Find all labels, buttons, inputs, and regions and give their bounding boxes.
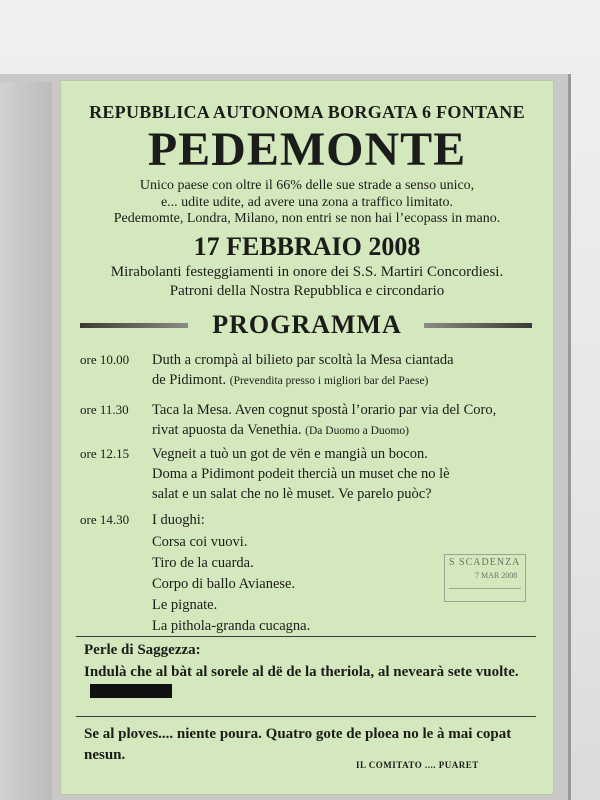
expiry-stamp xyxy=(444,554,526,602)
event-line-text: de Pidimont. xyxy=(152,372,227,388)
stamp-date: 7 MAR 2008 xyxy=(475,571,518,580)
programma-title: PROGRAMMA xyxy=(212,310,402,339)
stamp-label: S SCADENZA xyxy=(449,557,521,568)
event-line: salat e un salat che no lè muset. Ve parelo puòc? xyxy=(152,486,432,502)
event-line xyxy=(152,370,544,391)
event-desc xyxy=(152,350,544,391)
event-time: ore 10.00 xyxy=(80,352,130,367)
event-line: I duoghi: xyxy=(152,512,205,528)
frame-edge xyxy=(0,82,52,800)
programma-row xyxy=(60,310,554,340)
list-item: Tiro de la cuarda. xyxy=(152,555,254,571)
event-desc xyxy=(152,510,544,530)
perle-text xyxy=(84,662,534,702)
perle-body: Indulà che al bàt al sorele al dë de la theriola, al nevearà sete vuolte. xyxy=(84,664,519,680)
event-line xyxy=(152,420,544,441)
republic-heading: REPUBBLICA AUTONOMA BORGATA 6 FONTANE xyxy=(89,102,525,122)
poster-title: PEDEMONTE xyxy=(147,123,467,176)
subtitle-line-2: e... udite udite, ad avere una zona a traffico limitato. xyxy=(160,195,454,210)
event-note: (Prevendita presso i migliori bar del Paese) xyxy=(229,375,429,387)
list-item: Corpo di ballo Avianese. xyxy=(152,576,296,592)
redaction-bar xyxy=(90,684,172,698)
list-item: Le pignate. xyxy=(152,597,218,613)
list-item: Corsa coi vuovi. xyxy=(152,534,248,550)
perle-heading: Perle di Saggezza: xyxy=(84,642,201,658)
subtitle-line-3: Pedemomte, Londra, Milano, non entri se non hai l’ecopass in mano. xyxy=(113,211,501,226)
event-line: Duth a crompà al bilieto par scoltà la Mesa ciantada xyxy=(152,352,454,368)
event-line: Doma a Pidimont podeit thercià un muset che no lè xyxy=(152,466,450,482)
event-line: Vegneit a tuò un got de vën e mangià un bocon. xyxy=(152,446,428,462)
event-time: ore 14.30 xyxy=(80,512,130,527)
event-note: (Da Duomo a Duomo) xyxy=(305,425,409,437)
poster xyxy=(60,80,554,795)
event-line-text: rivat apuosta da Venethia. xyxy=(152,422,302,438)
event-time: ore 12.15 xyxy=(80,446,130,461)
intro-line-1: Mirabolanti festeggiamenti in onore dei S.S. Martiri Concordiesi. xyxy=(110,264,504,280)
closing-text: Se al ploves.... niente poura. Quatro gote de ploea no le à mai copat nesun. xyxy=(84,726,512,763)
event-time: ore 11.30 xyxy=(80,402,129,417)
list-item: La pithola-granda cucagna. xyxy=(152,618,311,634)
subtitle-line-1: Unico paese con oltre il 66% delle sue strade a senso unico, xyxy=(139,178,475,193)
intro-line-2: Patroni della Nostra Repubblica e circondario xyxy=(169,283,445,299)
event-desc xyxy=(152,400,544,441)
event-desc xyxy=(152,444,544,504)
event-line: Taca la Mesa. Aven cognut spostà l’orario par via del Coro, xyxy=(152,402,497,418)
games-list xyxy=(152,532,310,637)
divider xyxy=(76,716,536,717)
stamp-footer xyxy=(449,588,521,599)
signature: IL COMITATO .... PUARET xyxy=(356,760,479,770)
decorative-bar-right xyxy=(424,323,532,328)
event-date: 17 FEBBRAIO 2008 xyxy=(193,232,421,261)
divider xyxy=(76,636,536,637)
